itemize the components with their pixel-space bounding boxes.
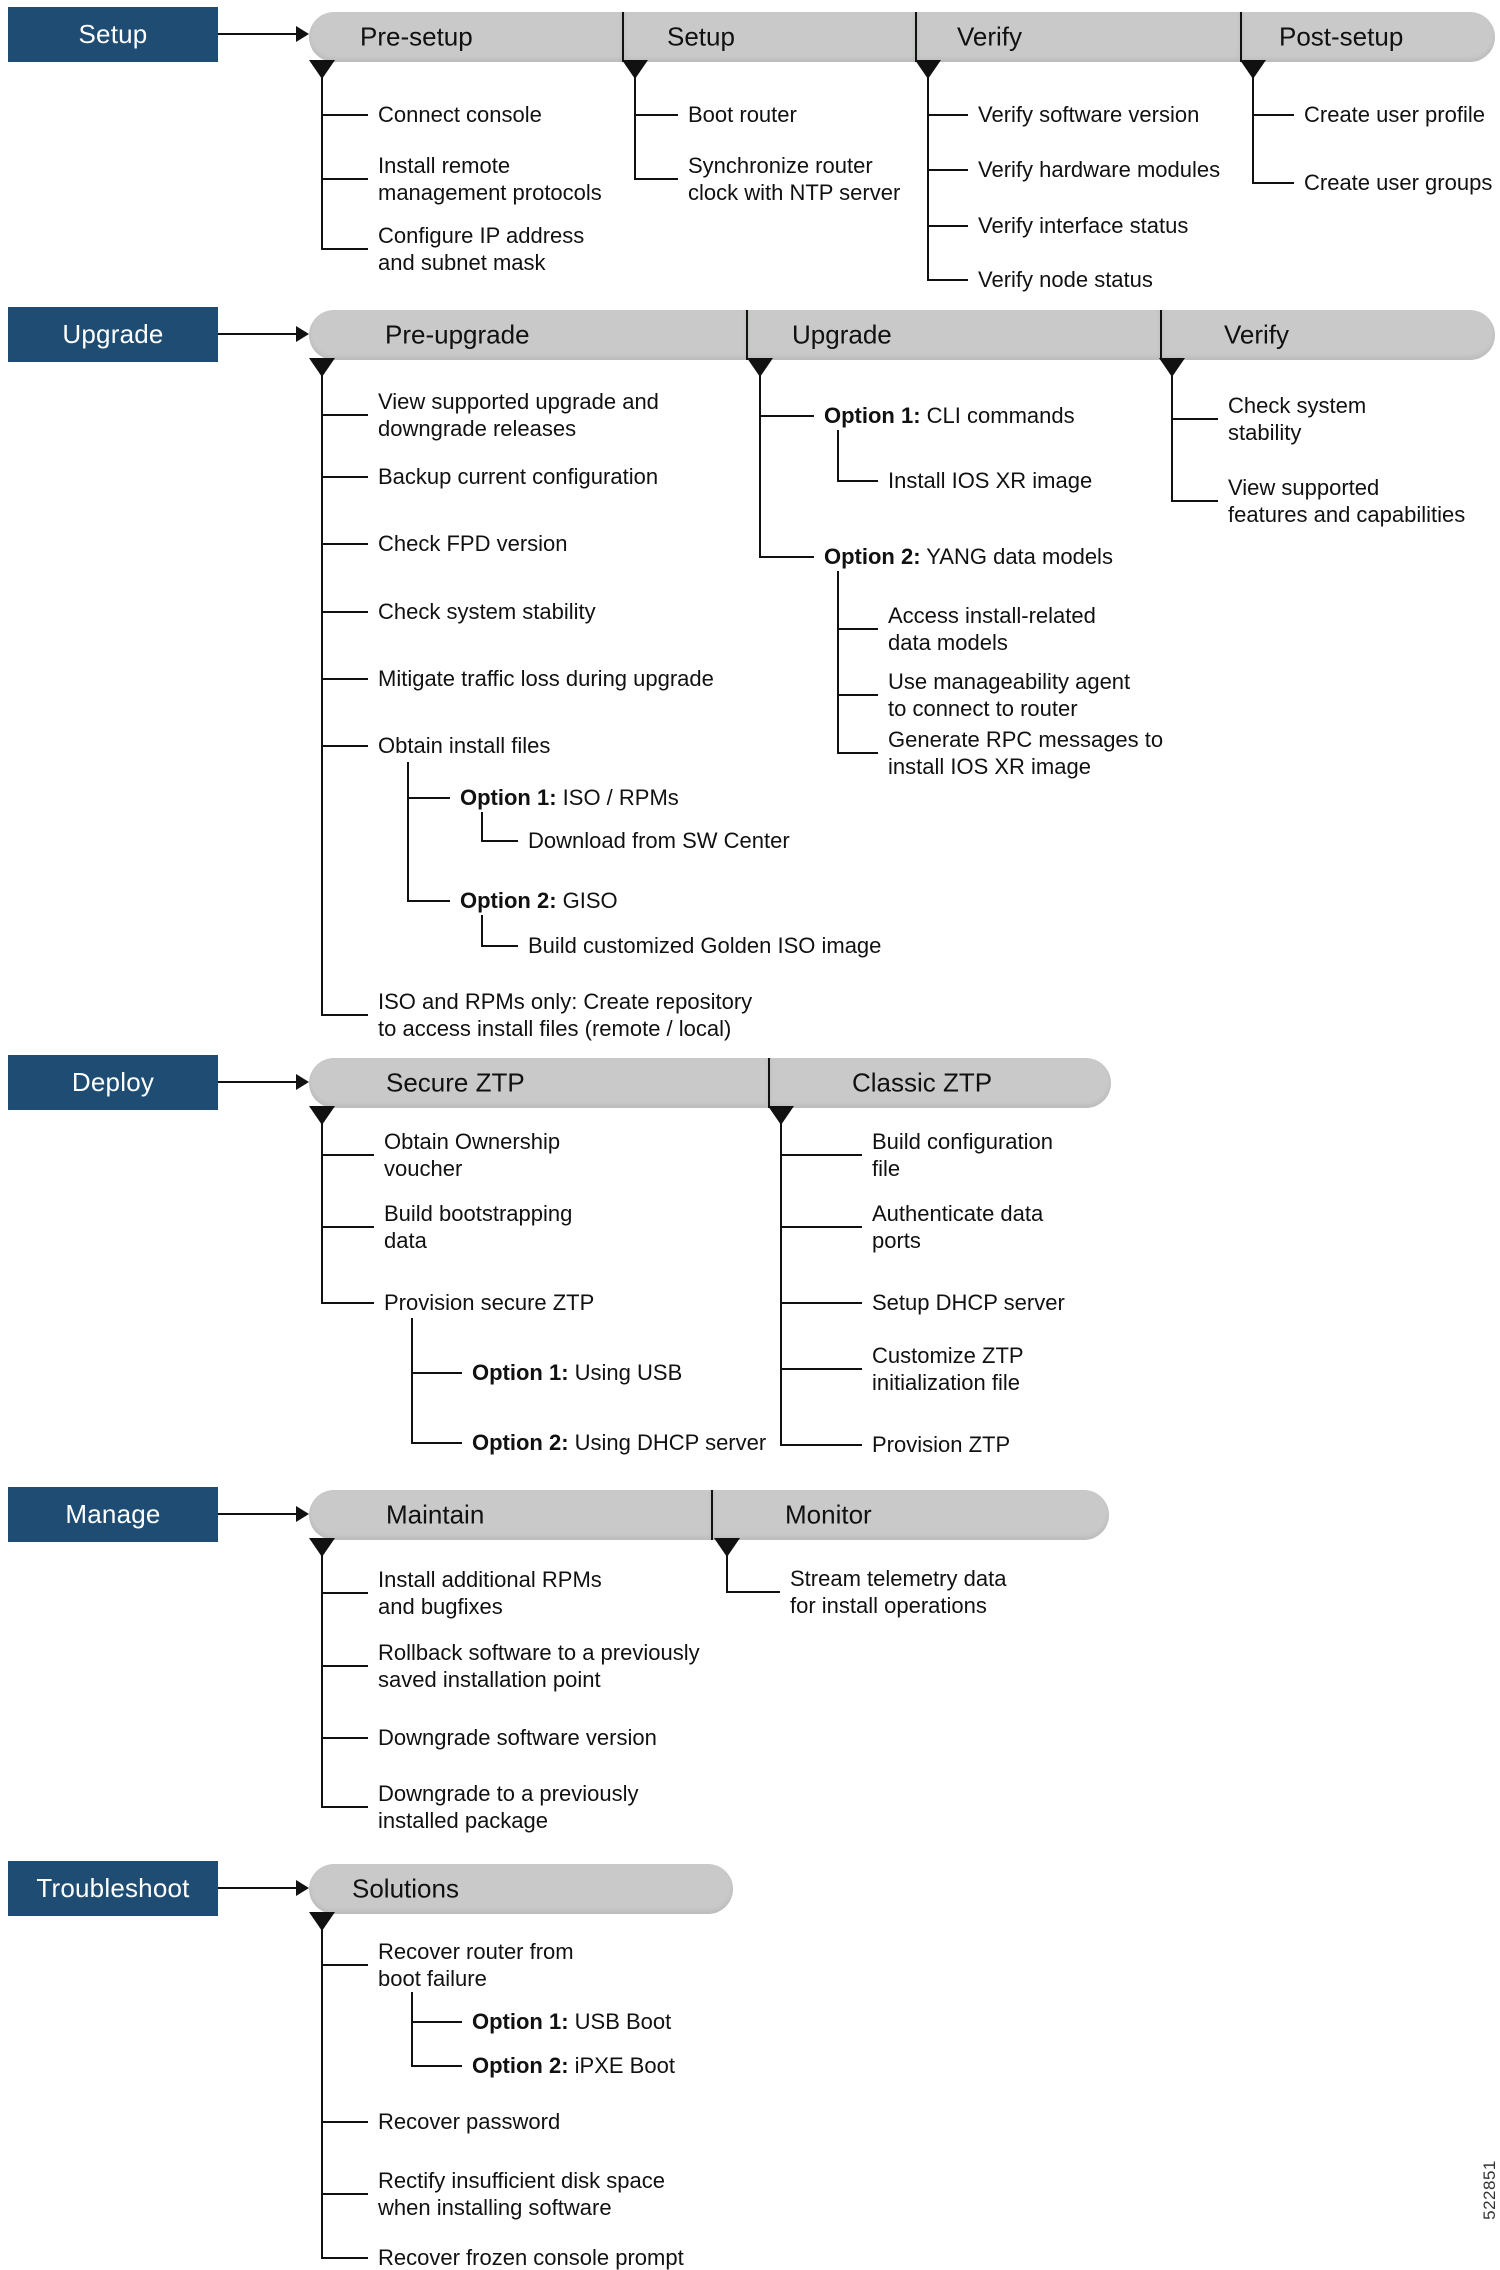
option-text: iPXE Boot [568,2053,675,2078]
phase-bar-classic-ztp [768,1058,1111,1108]
connector-line [1171,500,1218,502]
task-item: View supported upgrade and downgrade releases [378,389,659,441]
task-item: Verify node status [978,267,1153,292]
arrow-line [218,333,298,335]
task-item [472,2008,671,2035]
option-text: Using USB [568,1360,683,1385]
connector-line [411,2065,462,2067]
phase-label: Solutions [352,1873,459,1904]
task-item: Build bootstrapping data [384,1201,573,1253]
connector-line [321,1540,323,1808]
connector-line [321,1154,374,1156]
task-item: Check system stability [1228,393,1367,445]
connector-line [321,414,368,416]
task-item: Synchronize router clock with NTP server [688,153,901,205]
task-item: Mitigate traffic loss during upgrade [378,666,714,691]
connector-line [481,840,518,842]
connector-line [321,178,368,180]
task-item: Provision ZTP [872,1432,1011,1457]
option-text: YANG data models [920,544,1113,569]
task-item: Obtain Ownership voucher [384,1129,561,1181]
connector-line [759,556,814,558]
task-item: Install IOS XR image [888,468,1093,493]
connector-line [759,360,761,558]
phase-bar-verify [1160,310,1495,360]
task-item [824,402,1075,429]
task-item: Install remote management protocols [378,153,602,205]
stage-box-setup: Setup [8,7,218,62]
connector-line [411,1372,462,1374]
connector-line [321,678,368,680]
stage-box-upgrade: Upgrade [8,307,218,362]
task-item: Generate RPC messages to install IOS XR image [888,727,1164,779]
connector-line [407,762,409,902]
phase-label: Verify [1224,319,1290,350]
task-item: Configure IP address and subnet mask [378,223,585,275]
task-item: Build customized Golden ISO image [528,933,882,958]
task-item: Obtain install files [378,733,551,758]
task-item: Stream telemetry data for install operations [790,1566,1007,1618]
phase-label: Upgrade [792,319,892,350]
option-label: Option 2: [460,888,557,913]
option-label: Option 1: [472,2009,569,2034]
connector-line [321,2257,368,2259]
option-text: ISO / RPMs [556,785,679,810]
task-item: Install additional RPMs and bugfixes [378,1567,602,1619]
arrow-line [218,1513,298,1515]
connector-line [321,1964,368,1966]
connector-line [481,915,483,947]
connector-line [321,1302,374,1304]
connector-line [321,1226,374,1228]
connector-line [321,62,323,250]
connector-line [634,114,678,116]
arrow-right-icon [296,1880,309,1896]
task-item: Provision secure ZTP [384,1290,595,1315]
connector-line [321,1665,368,1667]
task-item: Setup DHCP server [872,1290,1065,1315]
arrow-right-icon [296,26,309,42]
phase-bar-upgrade [746,310,1160,360]
connector-line [407,797,450,799]
connector-line [837,694,878,696]
phase-bar-secure-ztp [309,1058,768,1108]
task-item: Rollback software to a previously saved installation point [378,1640,700,1692]
task-item: Recover frozen console prompt [378,2245,684,2270]
connector-line [1171,418,1218,420]
connector-line [837,480,878,482]
phase-label: Maintain [386,1499,485,1530]
phase-label: Post-setup [1279,21,1404,52]
connector-line [411,1318,413,1444]
option-label: Option 2: [824,544,921,569]
connector-line [481,945,518,947]
task-item: Check system stability [378,599,596,624]
connector-line [927,114,968,116]
phase-bar-setup [622,12,915,62]
connector-line [321,1592,368,1594]
connector-line [837,571,839,754]
phase-bar-solutions [309,1864,733,1914]
task-item: Recover password [378,2109,561,2134]
connector-line [780,1226,862,1228]
connector-line [321,248,368,250]
stage-box-troubleshoot: Troubleshoot [8,1861,218,1916]
task-item: Authenticate data ports [872,1201,1044,1253]
task-item: Backup current configuration [378,464,659,489]
connector-line [634,62,636,180]
task-item: Downgrade to a previously installed package [378,1781,639,1833]
connector-line [321,2193,368,2195]
phase-label: Setup [667,21,735,52]
connector-line [1252,114,1294,116]
connector-line [780,1108,782,1446]
connector-line [780,1154,862,1156]
phase-bar-pre-upgrade [309,310,746,360]
task-item [472,2052,675,2079]
connector-line [321,1806,368,1808]
option-text: CLI commands [920,403,1075,428]
connector-line [837,628,878,630]
connector-line [321,2121,368,2123]
connector-line [411,1992,413,2067]
connector-line [411,1442,462,1444]
task-item: Customize ZTP initialization file [872,1343,1024,1395]
connector-line [1252,62,1254,184]
phase-label: Classic ZTP [852,1067,993,1098]
connector-line [407,900,450,902]
connector-line [927,62,929,281]
option-text: USB Boot [568,2009,672,2034]
task-item: Verify hardware modules [978,157,1221,182]
stage-box-deploy: Deploy [8,1055,218,1110]
connector-line [837,430,839,482]
connector-line [726,1591,780,1593]
task-item [460,887,618,914]
task-item: Check FPD version [378,531,568,556]
connector-line [1171,360,1173,502]
phase-bar-verify [915,12,1240,62]
phase-label: Pre-upgrade [385,319,530,350]
connector-line [759,415,814,417]
task-item: Use manageability agent to connect to router [888,669,1131,721]
task-item [460,784,679,811]
option-label: Option 1: [824,403,921,428]
connector-line [780,1302,862,1304]
connector-line [321,1737,368,1739]
task-item: Verify software version [978,102,1200,127]
option-text: GISO [556,888,618,913]
arrow-right-icon [296,326,309,342]
arrow-line [218,1081,298,1083]
option-text: Using DHCP server [568,1430,767,1455]
figure-number: 522851 [1480,2160,1499,2220]
task-item: View supported features and capabilities [1228,475,1466,527]
arrow-right-icon [296,1074,309,1090]
phase-label: Verify [957,21,1023,52]
connector-line [321,114,368,116]
arrow-right-icon [296,1506,309,1522]
connector-line [927,169,968,171]
connector-line [321,611,368,613]
task-item: Recover router from boot failure [378,1939,574,1991]
connector-line [321,476,368,478]
option-label: Option 2: [472,1430,569,1455]
task-item: Build configuration file [872,1129,1054,1181]
connector-line [321,360,323,1016]
connector-line [726,1540,728,1593]
task-item: Boot router [688,102,797,127]
connector-line [634,178,678,180]
task-item: Rectify insufficient disk space when installing software [378,2168,665,2220]
task-item: Access install-related data models [888,603,1096,655]
phase-bar-maintain [309,1490,711,1540]
connector-line [1252,182,1294,184]
connector-line [321,1108,323,1304]
connector-line [780,1368,862,1370]
task-item: Connect console [378,102,542,127]
connector-line [411,2021,462,2023]
phase-bar-post-setup [1240,12,1495,62]
phase-label: Secure ZTP [386,1067,525,1098]
phase-label: Monitor [785,1499,872,1530]
task-item: ISO and RPMs only: Create repository to access install files (remote / local) [378,989,753,1041]
task-item: Download from SW Center [528,828,790,853]
connector-line [321,1014,368,1016]
stage-box-manage: Manage [8,1487,218,1542]
task-item [472,1359,682,1386]
task-item: Verify interface status [978,213,1189,238]
phase-bar-monitor [711,1490,1109,1540]
task-item: Create user groups [1304,170,1493,195]
connector-line [481,812,483,842]
connector-line [780,1444,862,1446]
arrow-line [218,1887,298,1889]
task-item: Create user profile [1304,102,1485,127]
connector-line [927,279,968,281]
phase-bar-pre-setup [309,12,622,62]
phase-label: Pre-setup [360,21,473,52]
task-item: Downgrade software version [378,1725,657,1750]
connector-line [321,543,368,545]
option-label: Option 2: [472,2053,569,2078]
connector-line [927,225,968,227]
connector-line [837,752,878,754]
option-label: Option 1: [460,785,557,810]
connector-line [321,745,368,747]
option-label: Option 1: [472,1360,569,1385]
task-item [472,1429,766,1456]
arrow-line [218,33,298,35]
task-item [824,543,1113,570]
